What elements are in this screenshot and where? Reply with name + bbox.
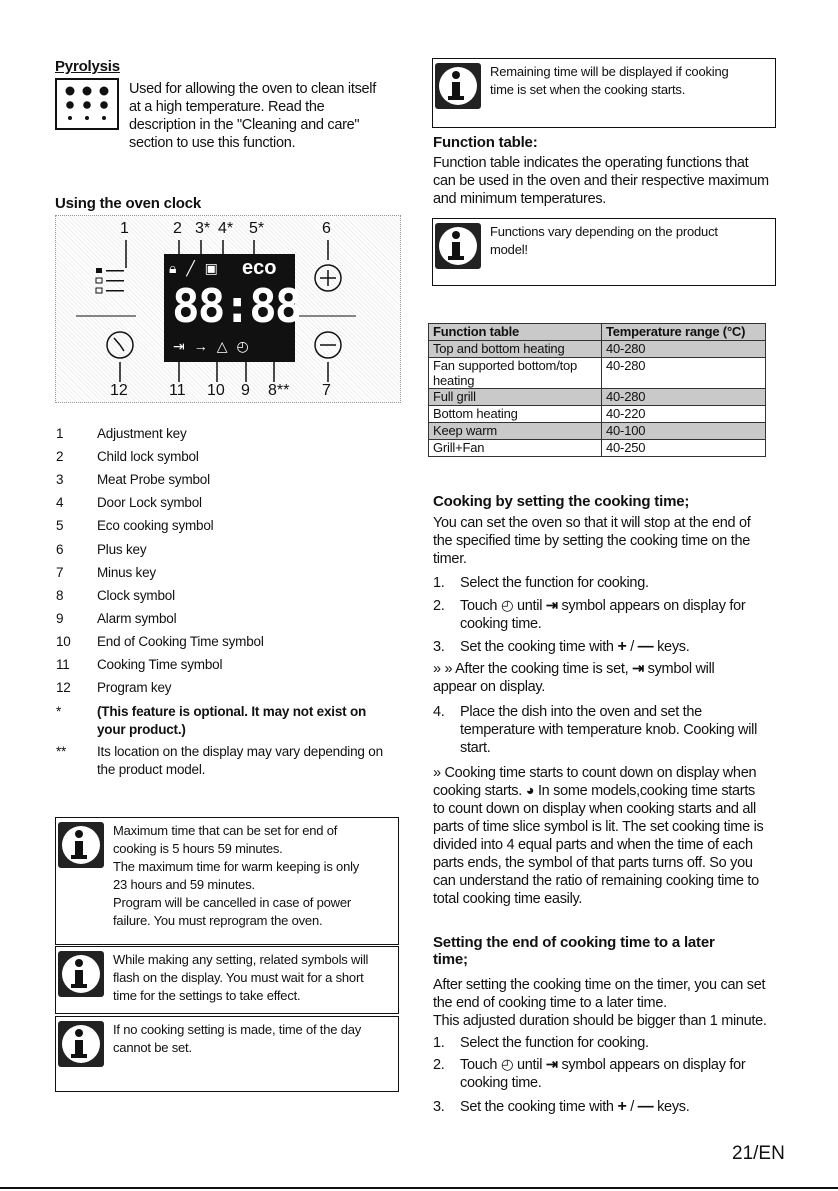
info-icon — [58, 951, 104, 997]
pyrolysis-text: Used for allowing the oven to clean itself at a high temperature. Read the description in the "Cleaning and care" section to use this function. — [129, 81, 376, 151]
clock-icon: ◴ — [500, 1057, 514, 1073]
oven-clock-diagram — [55, 215, 401, 403]
cooking-time-icon: ⇥ — [545, 598, 558, 614]
note-remaining-text: Remaining time will be displayed if cooking time is set when the cooking starts. — [490, 64, 729, 97]
callout-4: 4* — [218, 220, 234, 237]
footnote-dstar: ** Its location on the display may vary depending on — [56, 744, 383, 759]
note-flash-text: While making any setting, related symbols will flash on the display. You must wait for a short time for the settings to take effect. — [113, 952, 369, 1003]
clock-icon: ◴ — [500, 598, 514, 614]
callout-2: 2 — [173, 220, 182, 237]
note-max-time — [55, 817, 399, 945]
header-function: Function table — [429, 324, 602, 341]
end-time-title: Setting the end of cooking time to a later time; — [433, 934, 715, 968]
legend-item: 1 Adjustment key — [56, 426, 187, 441]
end-time-intro: After setting the cooking time on the timer, you can set the end of cooking time to a later time. This adjusted duration should be bigger than 1 minute. — [433, 977, 767, 1029]
meat-probe-icon: ╱ — [186, 260, 198, 276]
callout-8: 8** — [268, 382, 290, 399]
footnote-dstar-2: the product model. — [97, 762, 206, 777]
function-table-row — [429, 423, 766, 440]
function-table-row — [429, 358, 766, 389]
legend-item: 6 Plus key — [56, 541, 147, 557]
function-range: 40-220 — [602, 406, 766, 423]
function-name: Bottom heating — [429, 406, 602, 423]
callout-6: 6 — [322, 220, 331, 237]
legend-item: 4 Door Lock symbol — [56, 495, 202, 511]
function-range: 40-100 — [602, 423, 766, 440]
pyrolysis-icon — [55, 78, 119, 130]
note-functions-text: Functions vary depending on the product model! — [490, 224, 718, 257]
callout-11: 11 — [169, 382, 186, 399]
pyrolysis-title: Pyrolysis — [55, 58, 120, 75]
callout-7: 7 — [322, 382, 331, 399]
callout-10: 10 — [207, 382, 225, 399]
function-name: Top and bottom heating — [429, 341, 602, 358]
legend-item: 7 Minus key — [56, 564, 156, 580]
display-bottom-icons — [173, 338, 258, 355]
cooking-step-1: 1. Select the function for cooking. — [433, 575, 649, 591]
note-no-setting — [55, 1016, 399, 1092]
cooking-time-icon: ⇥ — [173, 338, 194, 354]
cooking-time-intro: You can set the oven so that it will stop at the end of the specified time by setting the cooking time on the timer. — [433, 515, 751, 567]
legend-item: 11 Cooking Time symbol — [56, 657, 223, 672]
legend-item: 10 End of Cooking Time symbol — [56, 633, 264, 649]
callout-5: 5* — [249, 220, 265, 237]
eco-symbol: eco — [242, 257, 277, 279]
note-flash — [55, 946, 399, 1014]
page-number: 21/EN — [732, 1143, 785, 1164]
cooking-step-3: 3. Set the cooking time with + / — keys. — [433, 638, 690, 655]
display-top-icons — [169, 260, 221, 277]
function-table-title: Function table: — [433, 134, 538, 151]
end-step-2: 2. Touch ◴ until ⇥ symbol appears on display for cooking time. — [433, 1057, 746, 1091]
function-table-row — [429, 440, 766, 457]
function-table-header — [429, 324, 766, 341]
note-remaining — [432, 58, 776, 128]
cooking-time-icon: ⇥ — [632, 661, 644, 677]
minus-icon: — — [637, 638, 654, 655]
legend-item: 8 Clock symbol — [56, 587, 175, 603]
footer-rule — [0, 1187, 838, 1189]
function-table-intro: Function table indicates the operating functions that can be used in the oven and their respective maximum and minimum temperatures. — [433, 155, 769, 207]
function-name: Fan supported bottom/top heating — [429, 358, 602, 389]
legend-item: 2 Child lock symbol — [56, 449, 199, 465]
legend-item: 5 Eco cooking symbol — [56, 518, 214, 534]
function-range: 40-280 — [602, 358, 766, 389]
child-lock-icon: 🔒︎ — [169, 260, 180, 276]
cooking-time-icon: ⇥ — [545, 1057, 558, 1073]
note-max-time-text: Maximum time that can be set for end of cooking is 5 hours 59 minutes. The maximum time for warm keeping is only 23 hours and 59 minutes. Program will be cancelled in case of power failure. You must reprogram the oven. — [113, 823, 360, 928]
clock-icon: ◴ — [236, 338, 258, 354]
alarm-icon: △ — [216, 338, 237, 354]
end-step-3: 3. Set the cooking time with + / — keys. — [433, 1098, 690, 1115]
end-step-1: 1. Select the function for cooking. — [433, 1035, 649, 1051]
time-slice-icon: ◕ — [525, 783, 535, 799]
cooking-time-title: Cooking by setting the cooking time; — [433, 493, 690, 510]
note-no-setting-text: If no cooking setting is made, time of the day cannot be set. — [113, 1022, 362, 1055]
cooking-after-set: » » After the cooking time is set, ⇥ symbol will appear on display. — [433, 661, 715, 695]
callout-1: 1 — [120, 220, 129, 237]
cooking-step-4: 4. Place the dish into the oven and set the temperature with temperature knob. Cooking will start. — [433, 704, 757, 756]
footnote-star-2: your product.) — [97, 722, 186, 737]
cooking-step-2: 2. Touch ◴ until ⇥ symbol appears on display for cooking time. — [433, 598, 746, 632]
callout-12: 12 — [110, 382, 128, 399]
function-name: Grill+Fan — [429, 440, 602, 457]
function-name: Full grill — [429, 389, 602, 406]
plus-icon: + — [617, 638, 627, 655]
display-digits: 88:88 — [172, 279, 301, 333]
info-icon — [435, 223, 481, 269]
clock-title: Using the oven clock — [55, 195, 202, 212]
door-lock-icon: ▣ — [204, 260, 221, 276]
minus-icon: — — [637, 1098, 654, 1115]
function-table-row — [429, 341, 766, 358]
function-table — [428, 323, 766, 457]
note-functions — [432, 218, 776, 286]
callout-9: 9 — [241, 382, 250, 399]
legend-item: 9 Alarm symbol — [56, 610, 177, 626]
end-time-icon: → — [193, 338, 217, 354]
legend-item: 12 Program key — [56, 680, 172, 696]
function-range: 40-280 — [602, 341, 766, 358]
function-range: 40-280 — [602, 389, 766, 406]
info-icon — [435, 63, 481, 109]
function-name: Keep warm — [429, 423, 602, 440]
legend-item: 3 Meat Probe symbol — [56, 472, 210, 488]
function-range: 40-250 — [602, 440, 766, 457]
header-temperature: Temperature range (°C) — [602, 324, 766, 341]
info-icon — [58, 822, 104, 868]
plus-icon: + — [617, 1098, 627, 1115]
footnote-star: * (This feature is optional. It may not exist on — [56, 704, 367, 719]
function-table-row — [429, 389, 766, 406]
info-icon — [58, 1021, 104, 1067]
program-list-icon — [96, 268, 124, 293]
function-table-row — [429, 406, 766, 423]
callout-3: 3* — [195, 220, 211, 237]
cooking-countdown-para: » Cooking time starts to count down on display when cooking starts. ◕ In some models,cooking time starts to count down on display when cooking starts and all parts of time slice symbol is lit. The set cooking time is divided into 4 equal parts and when the time of each parts ends, the symbol of that parts turns off. So you can understand the ratio of remaining cooking time to total cooking time easily. — [433, 765, 764, 907]
